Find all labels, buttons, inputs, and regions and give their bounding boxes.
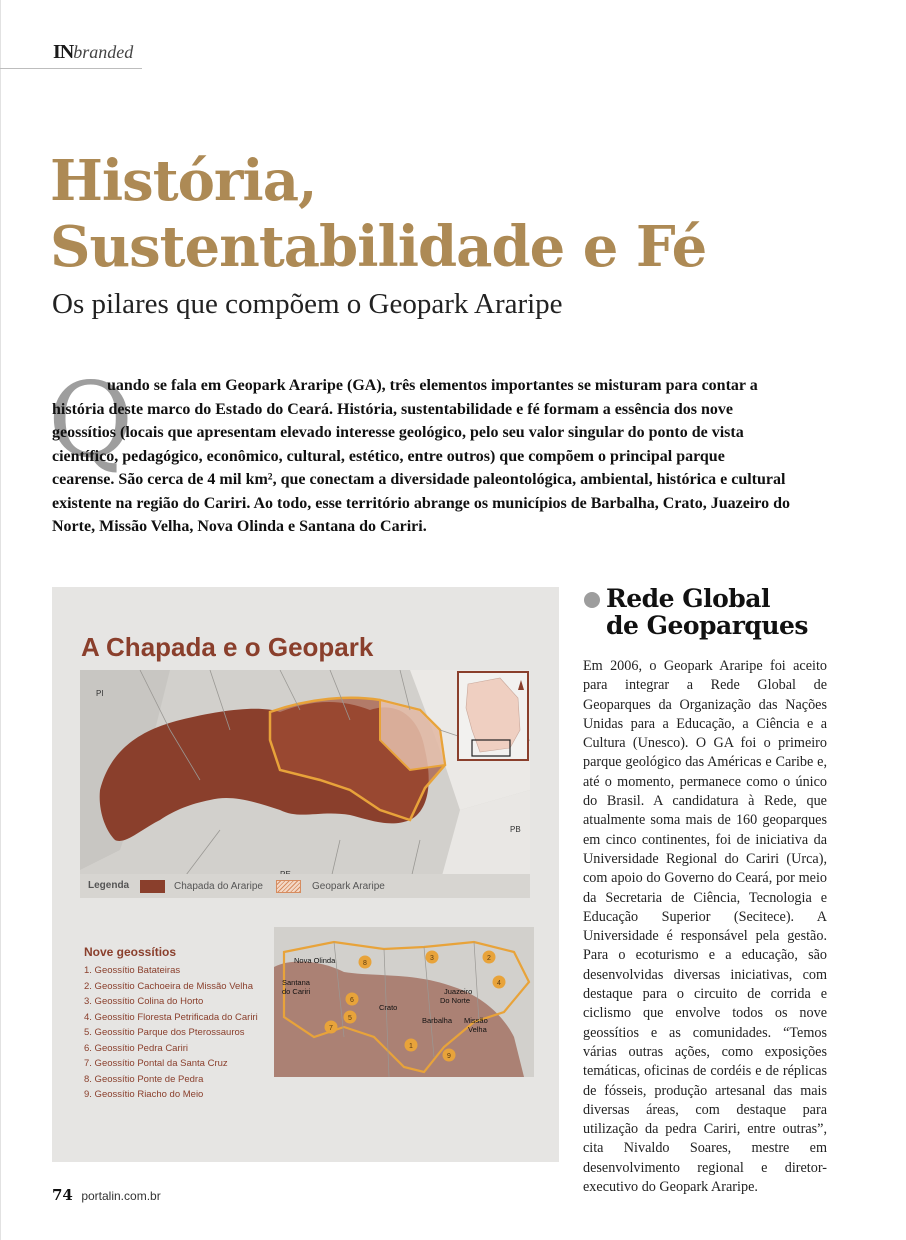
- title-line-2: Sustentabilidade e Fé: [50, 214, 707, 280]
- geosite-item: 7. Geossítio Pontal da Santa Cruz: [84, 1058, 228, 1069]
- town-santana-2: do Cariri: [282, 987, 311, 996]
- town-barbalha: Barbalha: [422, 1016, 453, 1025]
- geosite-item: 5. Geossítio Parque dos Pterossauros: [84, 1027, 245, 1038]
- geosite-item: 6. Geossítio Pedra Cariri: [84, 1042, 189, 1054]
- page-edge-rule: [0, 0, 1, 1240]
- geosites-map: [274, 927, 534, 1077]
- figure-title: A Chapada e o Geopark: [81, 632, 374, 662]
- marker-9-label: 9: [447, 1053, 451, 1060]
- map-legend: [80, 874, 530, 898]
- article-subtitle: Os pilares que compõem o Geopark Araripe: [52, 288, 563, 320]
- town-missao-2: Velha: [468, 1025, 487, 1034]
- legend-label: Legenda: [88, 880, 130, 891]
- title-line-1: História,: [50, 148, 317, 214]
- page-footer: [52, 1186, 161, 1205]
- geosite-item: 8. Geossítio Ponte de Pedra: [84, 1073, 204, 1085]
- town-nova-olinda: Nova Olinda: [294, 956, 336, 965]
- sidebar-title: [606, 585, 808, 639]
- drop-cap: Q: [48, 359, 134, 481]
- geosites-items: [84, 963, 258, 1103]
- chapada-map: [80, 670, 530, 883]
- legend-chapada-label: Chapada do Araripe: [174, 881, 263, 892]
- state-label-pb: PB: [510, 825, 521, 834]
- brand-logo: [53, 40, 133, 64]
- geosites-list: [84, 945, 258, 1103]
- brand-section: branded: [73, 42, 134, 62]
- geosite-item: 2. Geossítio Cachoeira de Missão Velha: [84, 980, 253, 992]
- sidebar-title-line-2: de Geoparques: [606, 611, 809, 640]
- geosite-item: 9. Geossítio Riacho do Meio: [84, 1089, 204, 1100]
- article-title: [50, 148, 870, 280]
- town-crato: Crato: [379, 1003, 398, 1012]
- footer-url: portalin.com.br: [81, 1189, 161, 1203]
- marker-4-label: 4: [497, 980, 501, 987]
- geosites-heading: Nove geossítios: [84, 945, 177, 959]
- town-juazeiro-2: Do Norte: [440, 996, 471, 1005]
- marker-2-label: 2: [487, 955, 491, 962]
- marker-5-label: 5: [348, 1015, 352, 1022]
- dropcap-indent: [52, 389, 107, 390]
- town-juazeiro-1: Juazeiro: [444, 987, 473, 996]
- sidebar-body: Em 2006, o Geopark Araripe foi aceito para integrar a Rede Global de Geoparques da Organização das Nações Unidas para a Educação, a Ciência e a Cultura (Unesco). O GA foi o primeiro parque geológico das Américas e Caribe e, até o momento, permanece como o único do Brasil. A candidatura à Rede, que atualmente soma mais de 160 geoparques em cinco continentes, foi de iniciativa da Universidade Regional do Cariri (Urca), com apoio do Governo do Ceará, por meio da Secretaria de Ciência, Tecnologia e Educação Superior (Secitece). A Universidade é responsável pela gestão. Para o ecoturismo e a educação, são desenvolvidas diversas iniciativas, com destaque para o circuito de corrida e ciclismo que envolve todos os nove geossítios e as comunidades. “Temos várias outras ações, como exposições temáticas, oficinas de cordéis e de réplicas de fósseis, produção artesanal das mais diversas áreas, com destaque para utilização da pedra Cariri, entre outras”, cita Nivaldo Soares, mestre em desenvolvimento regional e diretor-executivo do Geopark Araripe.: [583, 658, 827, 1196]
- marker-1-label: 1: [409, 1043, 413, 1050]
- intro-paragraph: [52, 374, 790, 539]
- geosite-item: 4. Geossítio Floresta Petrificada do Cariri: [84, 1011, 258, 1023]
- brand-in: IN: [53, 41, 74, 63]
- marker-6-label: 6: [350, 997, 354, 1004]
- geosite-item: 1. Geossítio Batateiras: [84, 965, 181, 976]
- geosite-item: 3. Geossítio Colina do Horto: [84, 996, 204, 1007]
- page-number: 74: [52, 1186, 73, 1204]
- header-rule: [0, 68, 142, 69]
- town-santana-1: Santana: [282, 978, 310, 987]
- legend-swatch-geopark: [276, 880, 301, 893]
- map-figure: [52, 587, 559, 1162]
- star-bullet-icon: [584, 592, 600, 608]
- marker-3-label: 3: [430, 955, 434, 962]
- marker-8-label: 8: [363, 960, 367, 967]
- town-missao-1: Missão: [464, 1016, 488, 1025]
- marker-7-label: 7: [329, 1025, 333, 1032]
- state-label-pi: PI: [96, 689, 104, 698]
- legend-swatch-chapada: [140, 880, 165, 893]
- intro-text: uando se fala em Geopark Araripe (GA), três elementos importantes se misturam para contar a história deste marco do Estado do Ceará. História, sustentabilidade e fé formam a essência dos nove geossítios (locais que apresentam elevado interesse geológico, pelo seu valor singular do ponto de vista científico, pedagógico, econômico, cultural, estético, entre outros) que compõem o principal parque cearense. São cerca de 4 mil km², que conectam a diversidade paleontológica, ambiental, histórica e cultural existente na região do Cariri. Ao todo, esse território abrange os municípios de Barbalha, Crato, Juazeiro do Norte, Missão Velha, Nova Olinda e Santana do Cariri.: [52, 377, 791, 535]
- legend-geopark-label: Geopark Araripe: [312, 881, 385, 892]
- sidebar-title-line-1: Rede Global: [606, 584, 770, 613]
